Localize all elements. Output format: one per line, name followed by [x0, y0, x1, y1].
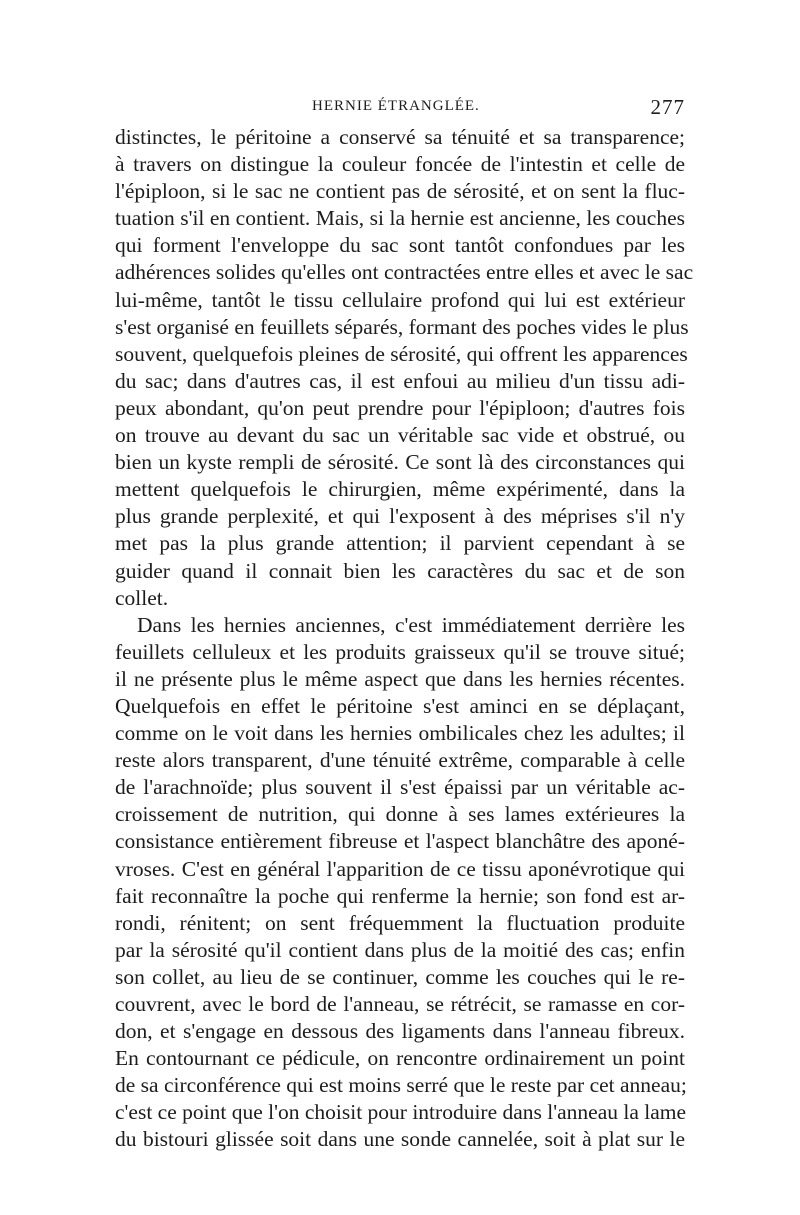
text-line: s'est organisé en feuillets séparés, formant des poches vides le plus: [115, 314, 689, 339]
paragraph: [115, 124, 694, 612]
text-line: par la sérosité qu'il contient dans plus de la moitié des cas; enfin: [115, 937, 685, 962]
text-line: feuillets celluleux et les produits graisseux qu'il se trouve situé;: [115, 639, 685, 664]
text-line: fait reconnaître la poche qui renferme la hernie; son fond est ar-: [115, 883, 685, 908]
text-line: adhérences solides qu'elles ont contractées entre elles et avec le sac: [115, 260, 694, 285]
text-line: son collet, au lieu de se continuer, comme les couches qui le re-: [115, 964, 685, 989]
page-number: 277: [650, 95, 685, 119]
paragraph: [115, 612, 685, 1154]
text-line: guider quand il connait bien les caractères du sac et de son: [115, 558, 685, 583]
text-line: plus grande perplexité, et qui l'exposent à des méprises s'il n'y: [115, 504, 685, 529]
text-line: En contournant ce pédicule, on rencontre ordinairement un point: [115, 1046, 685, 1071]
text-line: collet.: [115, 585, 169, 610]
text-line: croissement de nutrition, qui donne à ses lames extérieures la: [115, 802, 685, 827]
text-line: du bistouri glissée soit dans une sonde cannelée, soit à plat sur le: [115, 1127, 685, 1152]
text-line: l'épiploon, si le sac ne contient pas de sérosité, et on sent la fluc-: [115, 179, 685, 204]
running-head: HERNIE ÉTRANGLÉE.: [312, 98, 480, 114]
text-line: qui forment l'enveloppe du sac sont tantôt confondues par les: [115, 233, 685, 258]
text-line: Quelquefois en effet le péritoine s'est aminci en se déplaçant,: [115, 693, 685, 718]
text-line: tuation s'il en contient. Mais, si la hernie est ancienne, les couches: [115, 206, 685, 231]
text-line: on trouve au devant du sac un véritable sac vide et obstrué, ou: [115, 423, 685, 448]
text-line: distinctes, le péritoine a conservé sa ténuité et sa transparence;: [115, 125, 685, 149]
text-line: lui-même, tantôt le tissu cellulaire profond qui lui est extérieur: [115, 287, 685, 312]
text-line: comme on le voit dans les hernies ombilicales chez les adultes; il: [115, 721, 685, 746]
text-line: à travers on distingue la couleur foncée de l'intestin et celle de: [115, 152, 685, 177]
text-line: don, et s'engage en dessous des ligaments dans l'anneau fibreux.: [115, 1019, 685, 1044]
text-line: c'est ce point que l'on choisit pour introduire dans l'anneau la lame: [115, 1100, 687, 1125]
page-header: [115, 95, 685, 122]
text-line: reste alors transparent, d'une ténuité extrême, comparable à celle: [115, 748, 685, 773]
text-line: du sac; dans d'autres cas, il est enfoui au milieu d'un tissu adi-: [115, 368, 685, 393]
text-line: consistance entièrement fibreuse et l'aspect blanchâtre des aponé-: [115, 829, 685, 854]
text-line: Dans les hernies anciennes, c'est immédiatement derrière les: [137, 612, 685, 637]
text-line: peux abondant, qu'on peut prendre pour l'épiploon; d'autres fois: [115, 395, 685, 420]
text-line: de l'arachnoïde; plus souvent il s'est épaissi par un véritable ac-: [115, 775, 685, 800]
text-line: couvrent, avec le bord de l'anneau, se rétrécit, se ramasse en cor-: [115, 992, 685, 1016]
body-text: [115, 124, 694, 1154]
text-line: met pas la plus grande attention; il parvient cependant à se: [115, 531, 685, 556]
text-line: souvent, quelquefois pleines de sérosité, qui offrent les apparences: [115, 341, 688, 366]
text-line: mettent quelquefois le chirurgien, même expérimenté, dans la: [115, 477, 685, 502]
text-line: de sa circonférence qui est moins serré que le reste par cet anneau;: [115, 1073, 687, 1098]
text-line: vroses. C'est en général l'apparition de ce tissu aponévrotique qui: [115, 856, 685, 881]
text-line: il ne présente plus le même aspect que dans les hernies récentes.: [115, 666, 685, 691]
text-line: rondi, rénitent; on sent fréquemment la fluctuation produite: [115, 910, 685, 935]
text-line: bien un kyste rempli de sérosité. Ce sont là des circonstances qui: [115, 450, 685, 475]
